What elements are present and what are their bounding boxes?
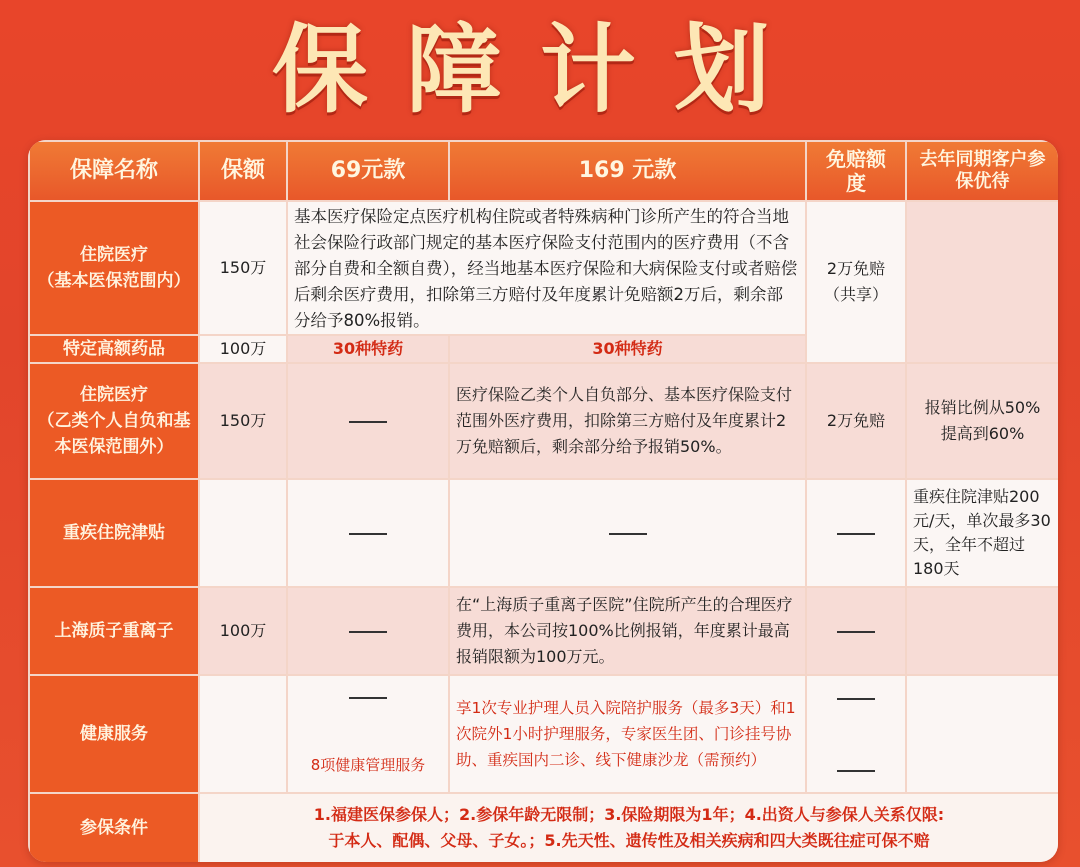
dash-icon bbox=[349, 631, 387, 633]
deductible-cell bbox=[806, 587, 906, 675]
deductible-cell bbox=[806, 201, 906, 363]
dash-icon bbox=[349, 421, 387, 423]
dash-wrap bbox=[807, 685, 905, 711]
plan69-cell bbox=[287, 587, 449, 675]
dash-icon bbox=[837, 770, 875, 772]
plan69-cell bbox=[287, 363, 449, 479]
page-title: 保障计划 bbox=[272, 13, 808, 126]
header-amount: 保额 bbox=[199, 141, 287, 201]
header-plan-69: 69元款 bbox=[287, 141, 449, 201]
coverage-desc bbox=[449, 363, 806, 479]
plan169-cell bbox=[449, 479, 806, 587]
row-name-proton: 上海质子重离子 bbox=[29, 587, 199, 675]
amount-cell: 100万 bbox=[199, 335, 287, 363]
dash-icon bbox=[349, 533, 387, 535]
row-name-drugs: 特定高额药品 bbox=[29, 335, 199, 363]
drugs-plan-69: 30种特药 bbox=[287, 335, 449, 363]
coverage-desc bbox=[449, 587, 806, 675]
amount-cell-empty bbox=[199, 675, 287, 793]
perk-cell bbox=[906, 363, 1058, 479]
plan69-cell bbox=[287, 675, 449, 793]
conditions-text bbox=[199, 793, 1058, 862]
row-name-allowance: 重疾住院津贴 bbox=[29, 479, 199, 587]
row-name-line: 住院医疗 bbox=[80, 245, 148, 265]
row-name-line: （基本医保范围内） bbox=[37, 271, 191, 291]
coverage-text: 在“上海质子重离子医院”住院所产生的合理医疗费用，本公司按100%比例报销，年度累计最高报销限额为100万元。 bbox=[456, 595, 793, 666]
deductible-text: 2万免赔 bbox=[826, 259, 886, 278]
dash-icon bbox=[837, 533, 875, 535]
plan69-cell bbox=[287, 479, 449, 587]
row-name-conditions: 参保条件 bbox=[29, 793, 199, 862]
row-name-hosp1 bbox=[29, 201, 199, 335]
row-name-health: 健康服务 bbox=[29, 675, 199, 793]
dash-wrap bbox=[807, 757, 905, 783]
drugs-plan-169: 30种特药 bbox=[449, 335, 806, 363]
amount-cell-empty bbox=[199, 479, 287, 587]
deductible-cell bbox=[806, 675, 906, 793]
perk-cell-empty bbox=[906, 201, 1058, 363]
table-row bbox=[29, 793, 1058, 862]
table-row bbox=[29, 587, 1058, 675]
table-row bbox=[29, 479, 1058, 587]
coverage-text: 基本医疗保险定点医疗机构住院或者特殊病种门诊所产生的符合当地社会保险行政部门规定的基本医疗保险支付范围内的医疗费用（不含部分自费和全额自费），经当地基本医疗保险和大病保险支付或者赔偿后剩余医疗费用，扣除第三方赔付及年度累计免赔额2万后，剩余部分给予80%报销。 bbox=[294, 207, 798, 330]
perk-text: 报销比例从50%提高到60% bbox=[924, 398, 1041, 443]
table-row bbox=[29, 363, 1058, 479]
perk-cell-empty bbox=[906, 675, 1058, 793]
perk-cell-empty bbox=[906, 587, 1058, 675]
dash-icon bbox=[609, 533, 647, 535]
dash-icon bbox=[837, 631, 875, 633]
amount-cell: 150万 bbox=[199, 201, 287, 335]
deductible-note: （共享） bbox=[823, 285, 888, 304]
deductible-cell bbox=[806, 479, 906, 587]
amount-cell: 100万 bbox=[199, 587, 287, 675]
header-plan-169: 169 元款 bbox=[449, 141, 806, 201]
plan-table bbox=[28, 140, 1058, 862]
header-perk: 去年同期客户参保优待 bbox=[906, 141, 1058, 201]
coverage-text: 享1次专业护理人员入院陪护服务（最多3天）和1次院外1小时护理服务，专家医生团、门诊挂号协助、重疾国内二诊、线下健康沙龙（需预约） bbox=[456, 699, 796, 769]
amount-cell: 150万 bbox=[199, 363, 287, 479]
table-row bbox=[29, 675, 1058, 793]
conditions-line: 1.福建医保参保人；2.参保年龄无限制；3.保险期限为1年；4.出资人与参保人关系仅限: bbox=[313, 805, 945, 824]
health-plan-69: 8项健康管理服务 bbox=[310, 756, 426, 774]
perk-cell bbox=[906, 479, 1058, 587]
row-name-line: （乙类个人自负和基本医保范围外） bbox=[37, 411, 191, 457]
table-header-row bbox=[29, 141, 1058, 201]
table-row bbox=[29, 201, 1058, 335]
header-deductible: 免赔额度 bbox=[806, 141, 906, 201]
dash-icon bbox=[837, 698, 875, 700]
perk-text: 重疾住院津贴200元/天，单次最多30天，全年不超过180天 bbox=[913, 487, 1051, 578]
row-name-hosp2 bbox=[29, 363, 199, 479]
coverage-desc bbox=[449, 675, 806, 793]
row-name-line: 住院医疗 bbox=[80, 385, 148, 405]
coverage-desc bbox=[287, 201, 806, 335]
dash-icon bbox=[349, 697, 387, 699]
deductible-cell: 2万免赔 bbox=[806, 363, 906, 479]
conditions-line: 于本人、配偶、父母、子女。；5.先天性、遗传性及相关疾病和四大类既往症可保不赔 bbox=[328, 831, 930, 850]
header-name: 保障名称 bbox=[29, 141, 199, 201]
coverage-text: 医疗保险乙类个人自负部分、基本医疗保险支付范围外医疗费用，扣除第三方赔付及年度累计2万免赔额后，剩余部分给予报销50%。 bbox=[456, 385, 793, 456]
dash-wrap bbox=[288, 684, 448, 710]
